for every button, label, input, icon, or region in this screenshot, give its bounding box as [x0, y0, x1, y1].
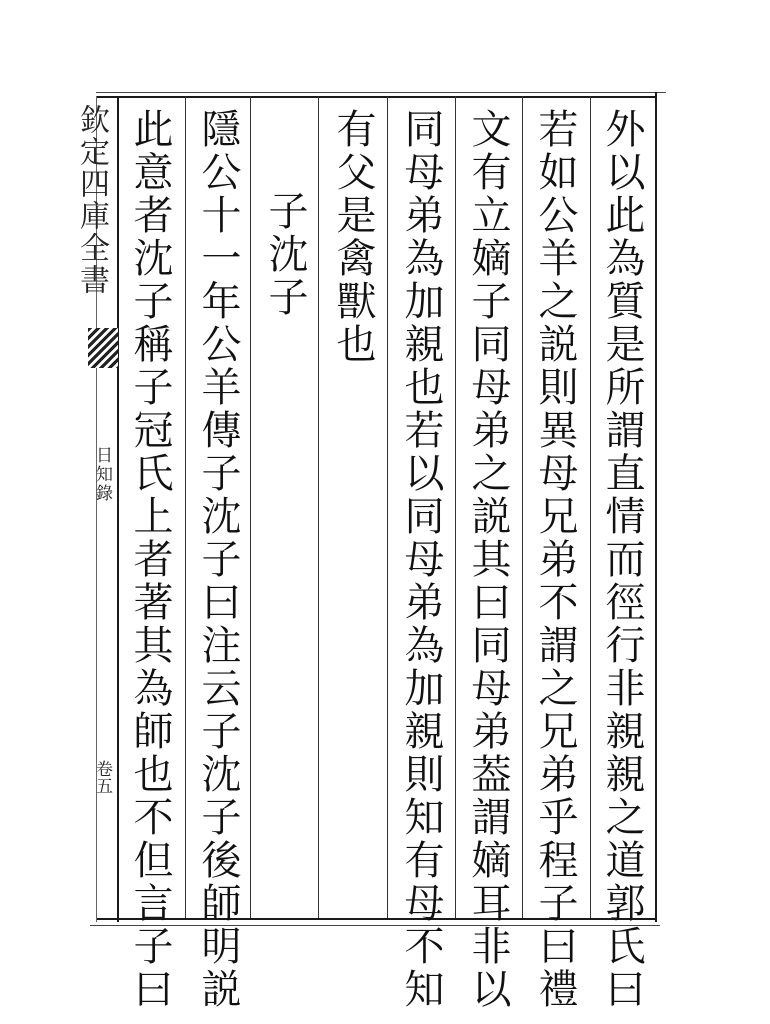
frame-left-rule	[117, 96, 119, 922]
column-divider	[185, 96, 186, 918]
text-column-5: 有父是禽獸也	[330, 108, 376, 366]
fishtail-mark	[88, 328, 118, 368]
column-divider	[522, 96, 523, 918]
section-heading: 子沈子	[262, 190, 308, 319]
column-divider	[318, 96, 319, 918]
text-column-4: 同母弟為加親也若以同母弟為加親則知有母不知	[398, 108, 444, 1011]
text-column-3: 文有立嫡子同母弟之説其曰同母弟葢謂嫡耳非以	[465, 108, 511, 1011]
column-divider	[590, 96, 591, 918]
margin-book-title: 日知錄	[92, 446, 112, 503]
column-divider	[455, 96, 456, 918]
margin-page-number: 卷五	[92, 760, 112, 794]
text-column-1: 外以此為質是所謂直情而徑行非親親之道郭氏曰	[599, 108, 645, 1011]
text-column-7: 隱公十一年公羊傳子沈子曰注云子沈子後師明説	[195, 108, 241, 1011]
column-divider	[387, 96, 388, 918]
frame-top-rule	[96, 96, 656, 98]
text-column-8: 此意者沈子稱子冠氏上者著其為師也不但言子曰	[127, 108, 173, 1011]
column-divider	[250, 96, 251, 918]
frame-top-outer-rule	[96, 92, 666, 93]
text-column-2: 若如公羊之説則異母兄弟不謂之兄弟乎程子曰禮	[532, 108, 578, 1011]
margin-title: 欽定四庫全書	[74, 104, 109, 296]
frame-right-rule	[655, 92, 657, 922]
